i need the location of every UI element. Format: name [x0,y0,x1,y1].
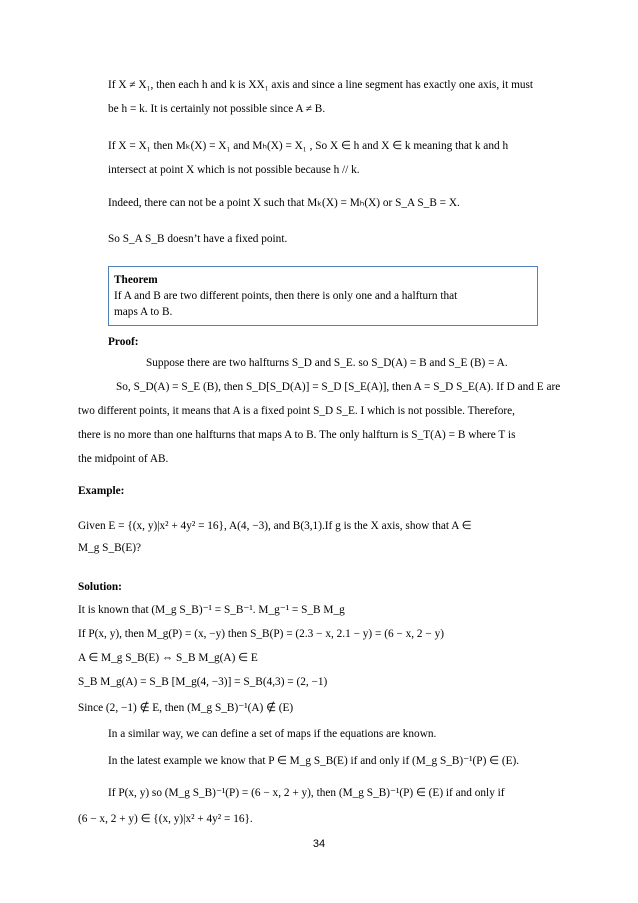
paragraph-line: So S_A S_B doesn’t have a fixed point. [108,233,288,245]
solution-line: A ∈ M_g S_B(E) ⇔ S_B M_g(A) ∈ E [78,652,258,664]
example-line: Given E = {(x, y)|x² + 4y² = 16}, A(4, −3), and B(3,1).If g is the X axis, show that A ∈ [78,520,472,532]
example-line: M_g S_B(E)? [78,542,142,554]
proof-line: So, S_D(A) = S_E (B), then S_D[S_D(A)] = S_D [S_E(A)], then A = S_D S_E(A). If D and E are [116,381,561,393]
proof-line: Suppose there are two halfturns S_D and S_E. so S_D(A) = B and S_E (B) = A. [146,357,508,369]
paragraph-line: Indeed, there can not be a point X such that Mₖ(X) = Mₕ(X) or S_A S_B = X. [108,197,460,209]
solution-line: In a similar way, we can define a set of maps if the equations are known. [108,728,437,740]
theorem-line: maps A to B. [114,306,173,318]
solution-line: Since (2, −1) ∉ E, then (M_g S_B)⁻¹(A) ∉ (E) [78,702,294,714]
solution-heading: Solution: [78,581,122,593]
solution-line: S_B M_g(A) = S_B [M_g(4, −3)] = S_B(4,3) = (2, −1) [78,676,328,688]
solution-line: It is known that (M_g S_B)⁻¹ = S_B⁻¹. M_g⁻¹ = S_B M_g [78,604,345,616]
paragraph-line: intersect at point X which is not possible because h // k. [108,164,360,176]
proof-heading: Proof: [108,336,139,348]
theorem-heading: Theorem [114,274,158,286]
proof-line: two different points, it means that A is a fixed point S_D S_E. I which is not possible. Therefore, [78,405,515,417]
theorem-box [108,266,538,326]
theorem-line: If A and B are two different points, then there is only one and a halfturn that [114,290,458,302]
example-heading: Example: [78,485,125,497]
paragraph-line: be h = k. It is certainly not possible since A ≠ B. [108,103,326,115]
paragraph-line: If X ≠ X₁, then each h and k is XX₁ axis and since a line segment has exactly one axis, it must [108,79,534,91]
solution-line: In the latest example we know that P ∈ M_g S_B(E) if and only if (M_g S_B)⁻¹(P) ∈ (E). [108,755,520,767]
solution-line: If P(x, y), then M_g(P) = (x, −y) then S_B(P) = (2.3 − x, 2.1 − y) = (6 − x, 2 − y) [78,628,444,640]
proof-line: there is no more than one halfturns that maps A to B. The only halfturn is S_T(A) = B where T is [78,429,516,441]
page-number: 34 [312,838,326,850]
proof-line: the midpoint of AB. [78,453,169,465]
solution-line: (6 − x, 2 + y) ∈ {(x, y)|x² + 4y² = 16}. [78,813,253,825]
solution-line: If P(x, y) so (M_g S_B)⁻¹(P) = (6 − x, 2 + y), then (M_g S_B)⁻¹(P) ∈ (E) if and only if [108,787,505,799]
paragraph-line: If X = X₁ then Mₖ(X) = X₁ and Mₕ(X) = X₁ , So X ∈ h and X ∈ k meaning that k and h [108,140,509,152]
